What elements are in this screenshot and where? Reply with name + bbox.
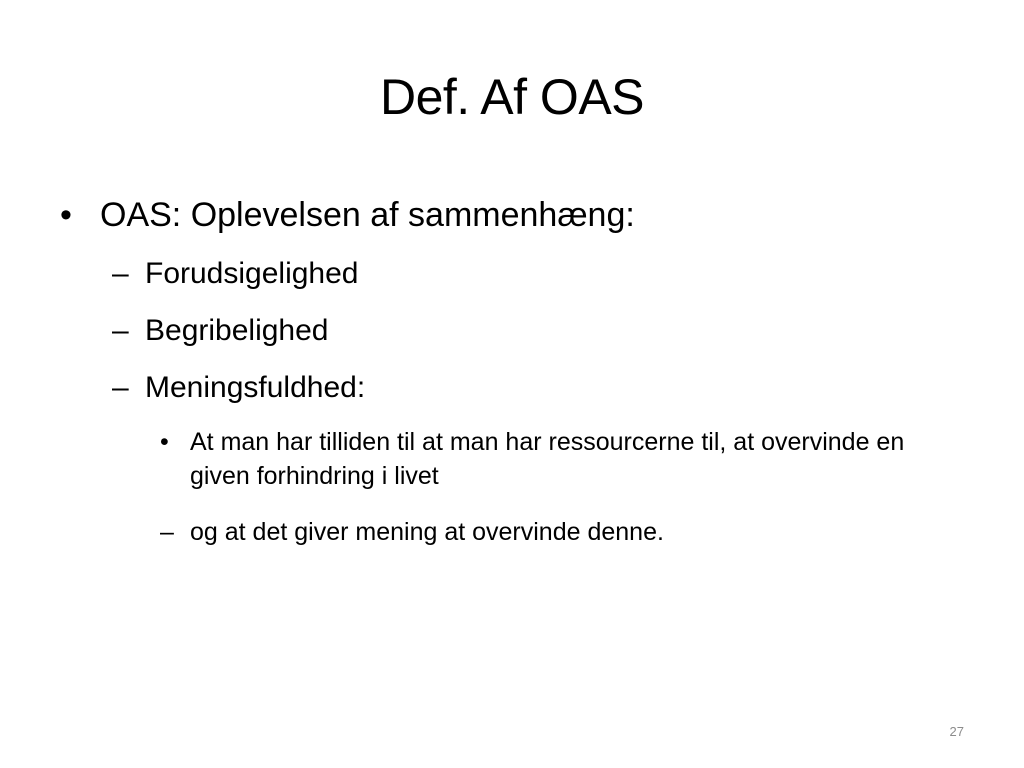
sub-sub-bullet-text: og at det giver mening at overvinde denne. <box>190 518 664 546</box>
sub-sub-bullet-text: At man har tilliden til at man har ressourcerne til, at overvinde en given forhindring i livet <box>190 428 905 490</box>
slide-number: 27 <box>949 724 964 739</box>
bullet-text: OAS: Oplevelsen af sammenhæng: <box>100 196 635 234</box>
sub-bullet-text: Begribelighed <box>145 314 329 347</box>
bullet-marker: • <box>160 428 169 456</box>
sub-bullet-text: Forudsigelighed <box>145 257 359 290</box>
dash-marker: – <box>112 314 129 347</box>
dash-marker: – <box>160 518 174 546</box>
slide-title: Def. Af OAS <box>379 69 645 125</box>
dash-marker: – <box>112 257 129 290</box>
bullet-marker: • <box>60 196 72 234</box>
dash-marker: – <box>112 371 129 404</box>
sub-bullet-text: Meningsfuldhed: <box>145 371 366 404</box>
